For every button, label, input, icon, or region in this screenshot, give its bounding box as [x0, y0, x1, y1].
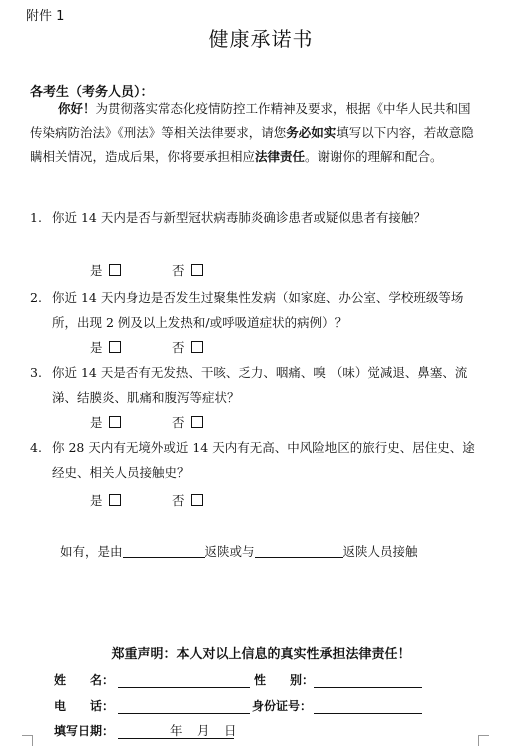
gender-field[interactable] [314, 673, 422, 688]
checkbox-icon[interactable] [109, 264, 121, 276]
travel-line [60, 542, 418, 560]
yes-label: 是 [90, 340, 103, 355]
greeting: 你好！ [58, 101, 96, 116]
gender-label: 性 别： [254, 673, 315, 687]
intro-paragraph [30, 97, 480, 169]
travel-contact-field[interactable] [255, 543, 343, 558]
no-label: 否 [172, 493, 185, 508]
question-text: 你近 14 天内是否与新型冠状病毒肺炎确诊患者或疑似患者有接触？ [52, 210, 426, 225]
question-1 [30, 205, 478, 230]
intro-text-1: 为贯彻落实常态化疫情防控工作精神及要求，根据《中华人民共和国传染病防治法》《刑法》等相关法律要求，请您 [30, 101, 471, 140]
page-title: 健康承诺书 [208, 27, 314, 51]
question-3 [30, 360, 478, 410]
yes-label: 是 [90, 263, 103, 278]
name-label: 姓 名： [54, 673, 115, 687]
intro-text-2: 填写以下内容，若故意隐瞒相关情况，造成后果，你将要承担相应 [30, 125, 474, 164]
question-number: 2. [30, 290, 42, 305]
intro-text-3: 。谢谢你的理解和配合。 [305, 149, 443, 164]
intro-emphasis-1: 务必如实 [286, 125, 337, 140]
question-text: 你近 14 天内身边是否发生过聚集性发病（如家庭、办公室、学校班级等场所，出现 2 例及以上发热和/或呼吸道症状的病例）？ [52, 290, 464, 330]
q4-no-option[interactable] [172, 491, 203, 509]
q2-yes-option[interactable] [90, 338, 121, 356]
checkbox-icon[interactable] [191, 494, 203, 506]
intro-emphasis-2: 法律责任 [255, 149, 306, 164]
date-label: 填写日期： [54, 724, 115, 738]
date-year: 年 [170, 723, 183, 738]
question-number: 4. [30, 440, 42, 455]
checkbox-icon[interactable] [191, 416, 203, 428]
question-number: 3. [30, 365, 42, 380]
checkbox-icon[interactable] [109, 494, 121, 506]
q3-yes-option[interactable] [90, 413, 121, 431]
checkbox-icon[interactable] [191, 341, 203, 353]
phone-field[interactable] [118, 699, 250, 714]
checkbox-icon[interactable] [109, 341, 121, 353]
attachment-label: 附件 1 [26, 9, 65, 24]
question-number: 1. [30, 210, 42, 225]
checkbox-icon[interactable] [191, 264, 203, 276]
no-label: 否 [172, 263, 185, 278]
yes-label: 是 [90, 415, 103, 430]
q3-no-option[interactable] [172, 413, 203, 431]
q1-yes-option[interactable] [90, 261, 121, 279]
phone-label: 电 话： [54, 699, 115, 713]
yes-label: 是 [90, 493, 103, 508]
question-text: 你 28 天内有无境外或近 14 天内有无高、中风险地区的旅行史、居住史、途经史、相关人员接触史？ [52, 440, 475, 480]
no-label: 否 [172, 340, 185, 355]
id-number-label: 身份证号： [252, 699, 313, 713]
date-month: 月 [197, 723, 210, 738]
date-day: 日 [224, 723, 237, 738]
travel-text-3: 返陕人员接触 [342, 544, 418, 559]
q2-no-option[interactable] [172, 338, 203, 356]
salutation: 各考生（考务人员）： [30, 85, 154, 100]
crop-mark-right [478, 735, 489, 746]
name-field[interactable] [118, 673, 250, 688]
q4-yes-option[interactable] [90, 491, 121, 509]
question-4 [30, 435, 478, 485]
travel-text-2: 返陕或与 [204, 544, 255, 559]
crop-mark-left [22, 735, 33, 746]
id-number-field[interactable] [314, 699, 422, 714]
checkbox-icon[interactable] [109, 416, 121, 428]
declaration: 郑重声明：本人对以上信息的真实性承担法律责任！ [111, 647, 411, 662]
travel-origin-field[interactable] [123, 543, 205, 558]
q1-no-option[interactable] [172, 261, 203, 279]
travel-text-1: 如有，是由 [60, 544, 123, 559]
question-text: 你近 14 天是否有无发热、干咳、乏力、咽痛、嗅 （味）觉减退、鼻塞、流涕、结膜炎、肌痛和腹泻等症状？ [52, 365, 468, 405]
question-2 [30, 285, 478, 335]
no-label: 否 [172, 415, 185, 430]
